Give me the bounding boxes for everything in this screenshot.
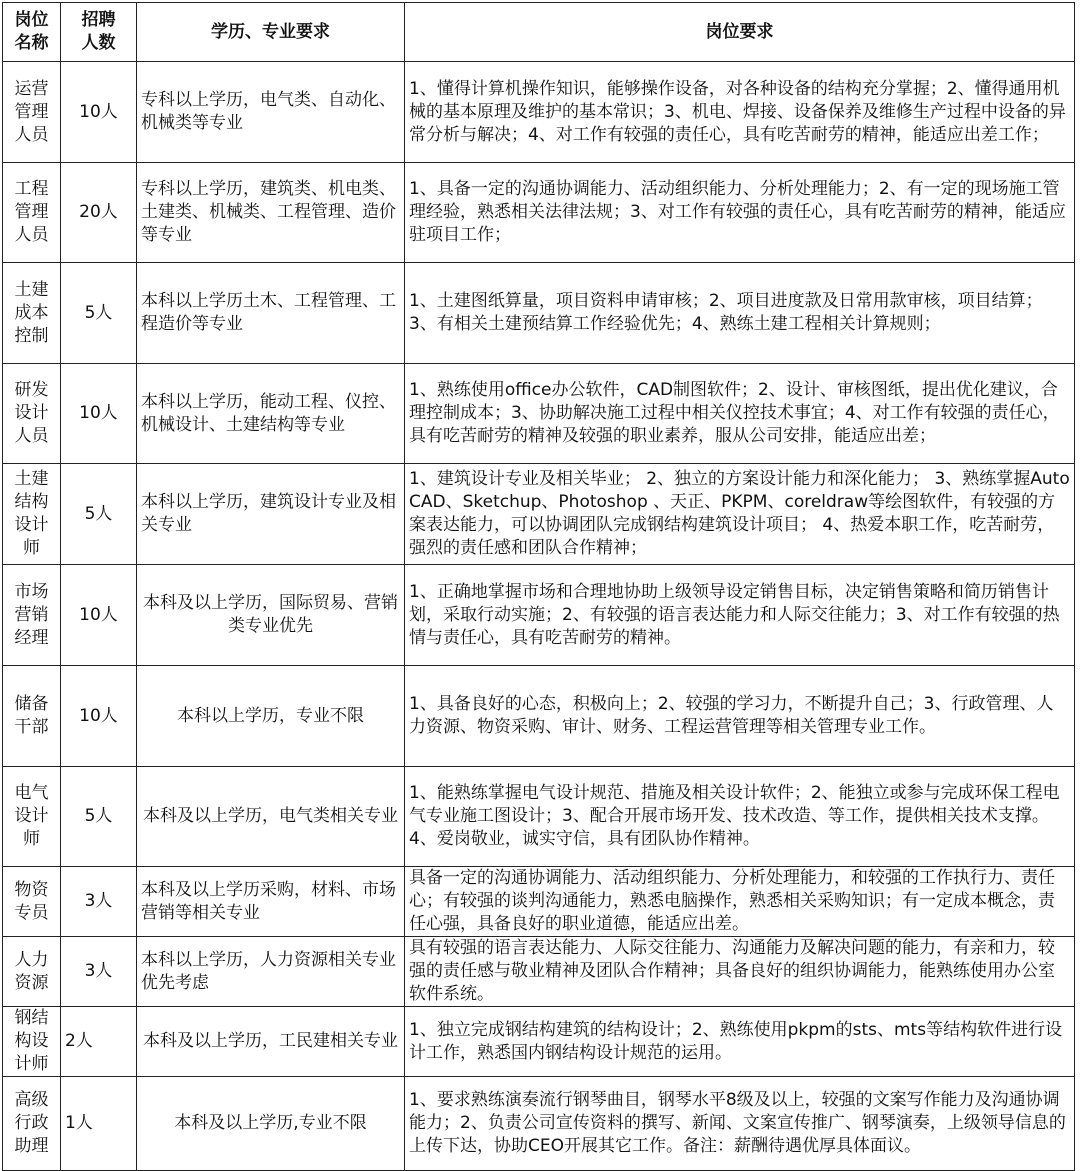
position-label: 市场营销经理	[14, 581, 49, 648]
header-requirements: 岗位要求	[405, 3, 1075, 62]
cell-requirements: 1、具备良好的心态，积极向上；2、较强的学习力，不断提升自己；3、行政管理、人力资源、物资采购、审计、财务、工程运营管理等相关管理专业工作。	[405, 666, 1075, 767]
header-education: 学历、专业要求	[137, 3, 405, 62]
table-row	[3, 767, 1075, 867]
cell-education: 本科及以上学历，工民建相关专业	[137, 1007, 405, 1077]
cell-education: 本科及以上学历，电气类相关专业	[137, 767, 405, 867]
cell-position	[3, 1007, 61, 1077]
table-row	[3, 364, 1075, 464]
cell-count: 1人	[61, 1077, 137, 1171]
position-label: 运营管理人员	[14, 78, 49, 145]
cell-count: 5人	[61, 767, 137, 867]
position-label: 储备干部	[14, 694, 49, 737]
cell-position	[3, 62, 61, 163]
cell-requirements: 具备一定的沟通协调能力、活动组织能力、分析处理能力，和较强的工作执行力、责任心；有较强的谈判沟通能力，熟悉电脑操作，熟悉相关采购知识；有一定成本概念，责任心强，具备良好的职业道德，能适应出差。	[405, 867, 1075, 937]
cell-count: 10人	[61, 565, 137, 666]
table-row	[3, 1077, 1075, 1171]
cell-education: 本科以上学历，建筑设计专业及相关专业	[137, 464, 405, 565]
header-count	[61, 3, 137, 62]
cell-education: 本科及以上学历采购，材料、市场营销等相关专业	[137, 867, 405, 937]
cell-position	[3, 364, 61, 464]
table-row	[3, 464, 1075, 565]
header-position	[3, 3, 61, 62]
cell-position	[3, 464, 61, 565]
header-count-label: 招聘人数	[81, 10, 116, 53]
cell-count: 10人	[61, 666, 137, 767]
table-row	[3, 666, 1075, 767]
position-label: 土建成本控制	[14, 279, 49, 346]
cell-education: 本科以上学历，专业不限	[137, 666, 405, 767]
position-label: 人力资源	[14, 949, 49, 993]
cell-requirements: 1、土建图纸算量，项目资料申请审核；2、项目进度款及日常用款审核，项目结算；3、有相关土建预结算工作经验优先；4、熟练土建工程相关计算规则；	[405, 263, 1075, 364]
table-row	[3, 1007, 1075, 1077]
position-label: 研发设计人员	[14, 380, 49, 446]
table-row	[3, 163, 1075, 263]
cell-position	[3, 937, 61, 1007]
cell-count: 2人	[61, 1007, 137, 1077]
table-row	[3, 62, 1075, 163]
cell-requirements: 1、懂得计算机操作知识，能够操作设备，对各种设备的结构充分掌握；2、懂得通用机械的基本原理及维护的基本常识；3、机电、焊接、设备保养及维修生产过程中设备的异常分析与解决；4、对工作有较强的责任心，具有吃苦耐劳的精神，能适应出差工作；	[405, 62, 1075, 163]
cell-requirements: 1、正确地掌握市场和合理地协助上级领导设定销售目标，决定销售策略和简历销售计划，采取行动实施；2、有较强的语言表达能力和人际交往能力；3、对工作有较强的热情与责任心，具有吃苦耐劳的精神。	[405, 565, 1075, 666]
table-header-row	[3, 3, 1075, 62]
cell-position	[3, 867, 61, 937]
cell-education: 本科以上学历，人力资源相关专业优先考虑	[137, 937, 405, 1007]
cell-education: 本科以上学历土木、工程管理、工程造价等专业	[137, 263, 405, 364]
cell-count: 10人	[61, 62, 137, 163]
cell-education: 专科以上学历，建筑类、机电类、土建类、机械类、工程管理、造价等专业	[137, 163, 405, 263]
cell-education: 本科以上学历，能动工程、仪控、机械设计、土建结构等专业	[137, 364, 405, 464]
cell-education: 本科及以上学历,专业不限	[137, 1077, 405, 1171]
position-label: 高级行政助理	[14, 1090, 49, 1156]
cell-position	[3, 1077, 61, 1171]
header-position-label: 岗位名称	[14, 10, 49, 53]
cell-count: 3人	[61, 937, 137, 1007]
table-row	[3, 867, 1075, 937]
cell-position	[3, 565, 61, 666]
cell-count: 10人	[61, 364, 137, 464]
table-row	[3, 937, 1075, 1007]
position-label: 土建结构设计师	[14, 469, 49, 558]
cell-requirements: 1、建筑设计专业及相关毕业； 2、独立的方案设计能力和深化能力； 3、熟练掌握Auto CAD、Sketchup、Photoshop 、天正、PKPM、coreldraw等绘图软件，有较强的方案表达能力，可以协调团队完成钢结构建筑设计项目； 4、热爱本职工作，吃苦耐劳，强烈的责任感和团队合作精神；	[405, 464, 1075, 565]
cell-count: 3人	[61, 867, 137, 937]
cell-requirements: 1、要求熟练演奏流行钢琴曲目，钢琴水平8级及以上，较强的文案写作能力及沟通协调能力；2、负责公司宣传资料的撰写、新闻、文案宣传推广、钢琴演奏，上级领导信息的上传下达，协助CEO开展其它工作。备注：薪酬待遇优厚具体面议。	[405, 1077, 1075, 1171]
position-label: 物资专员	[14, 879, 49, 923]
recruitment-table-wrapper	[2, 2, 1075, 1171]
cell-requirements: 1、熟练使用office办公软件，CAD制图软件；2、设计、审核图纸，提出优化建议，合理控制成本；3、协助解决施工过程中相关仪控技术事宜；4、对工作有较强的责任心，具有吃苦耐劳的精神及较强的职业素养，服从公司安排，能适应出差；	[405, 364, 1075, 464]
cell-position	[3, 666, 61, 767]
cell-requirements: 1、能熟练掌握电气设计规范、措施及相关设计软件；2、能独立或参与完成环保工程电气专业施工图设计；3、配合开展市场开发、技术改造、等工作，提供相关技术支撑。4、爱岗敬业，诚实守信，具有团队协作精神。	[405, 767, 1075, 867]
cell-requirements: 具有较强的语言表达能力、人际交往能力、沟通能力及解决问题的能力，有亲和力，较强的责任感与敬业精神及团队合作精神；具备良好的组织协调能力，能熟练使用办公室软件系统。	[405, 937, 1075, 1007]
position-label: 电气设计师	[14, 783, 49, 849]
recruitment-table	[2, 2, 1075, 1171]
position-label: 工程管理人员	[14, 179, 49, 245]
cell-education: 本科及以上学历，国际贸易、营销类专业优先	[137, 565, 405, 666]
cell-education: 专科以上学历，电气类、自动化、机械类等专业	[137, 62, 405, 163]
table-row	[3, 565, 1075, 666]
position-label: 钢结构设计师	[14, 1008, 49, 1074]
cell-requirements: 1、独立完成钢结构建筑的结构设计；2、熟练使用pkpm的sts、mts等结构软件进行设计工作，熟悉国内钢结构设计规范的运用。	[405, 1007, 1075, 1077]
table-row	[3, 263, 1075, 364]
cell-count: 20人	[61, 163, 137, 263]
cell-requirements: 1、具备一定的沟通协调能力、活动组织能力、分析处理能力；2、有一定的现场施工管理经验，熟悉相关法律法规；3、对工作有较强的责任心，具有吃苦耐劳的精神，能适应驻项目工作；	[405, 163, 1075, 263]
cell-position	[3, 263, 61, 364]
cell-count: 5人	[61, 464, 137, 565]
cell-position	[3, 767, 61, 867]
cell-count: 5人	[61, 263, 137, 364]
cell-position	[3, 163, 61, 263]
